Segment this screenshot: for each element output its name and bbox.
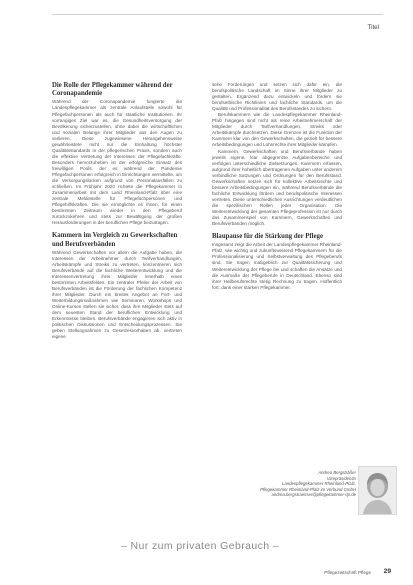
- left-paragraph-1: Während der Coronapandemie fungierte die Landespflegekammer als zentrale Anlaufstelle sowohl für Pflegefachpersonen als auch für staatliche Institutionen. Ihr vorrangiges Ziel war es, die Gesundheitsversorgung der Bevölkerung sicherzustellen, ohne dabei die wirtschaftlichen und sozialen Belange ihrer Mitglieder aus den Augen zu verlieren. Diese zugewiesene Herangehensweise gewährleistete nicht nur die Einhaltung höchster Qualitätsstandards in der pflegerischen Praxis, sondern auch die effektive Vertretung der Interessen der Pflegefachkräfte. Besonders hervorzuheben ist der erfolgreiche Einsatz des freiwilligen Pools, der es während der Pandemie Pflegefachpersonen erfolgreich in Einrichtungen vermittelte, um die Versorgungslücken aufgrund von Personalausfällen zu schließen. Im Frühjahr 2020 richtete die Pflegekammer in Zusammenarbeit mit dem Land Rheinland-Pfalz über eine zentrale Meldestelle für Pflegefachpersonen und Pflegehilfskräften. Die sie ermöglichte es ihnen, für einen bestimmten Zeitraum wieder in den Pflegeberuf zurückzukehren und stets zur Bewältigung der großen Herausforderungen in der beruflichen Pflege beizutragen.: [52, 99, 182, 226]
- right-column: [212, 82, 342, 291]
- right-heading: Blaupause für die Stärkung der Pflege: [212, 233, 323, 241]
- left-heading: Die Rolle der Pflegekammer während der Coronapandemie: [52, 82, 173, 98]
- left-paragraph-2: Während Gewerkschaften vor allem die Aufgabe haben, die Interessen der Arbeitnehmer durch Tarifverhandlungen, Arbeitskämpfe und Streiks zu vertreten, konzentrieren sich Berufsverbände auf die fachliche Weiterentwicklung und die Interessenvertretung ihrer Mitglieder innerhalb eines bestimmten Arbeitsfeldes. Ein zentraler Pfeiler der Arbeit von Berufsverbänden ist die Förderung der fachlichen Kompetenz ihrer Mitglieder. Durch ein breites Angebot an Fort- und Weiterbildungsmaßnahmen wie Seminaren, Workshops und Online-Kursen stellen sie sicher, dass ihre Mitglieder stets auf dem neuesten Stand der beruflichen Entwicklung und Erkenntnisse bleiben. Berufsverbände engagieren sich aktiv in politischen Diskussionen und Entscheidungsprozessen. Sie geben Stellungnahmen zu Gesetzesvorhaben ab, vertreten eigene: [52, 249, 182, 340]
- author-photo: [358, 466, 397, 515]
- right-paragraph-4: Insgesamt zeigt die Arbeit der Landespflegekammer Rheinland-Pfalz, wie wichtig und zukunftsweisend Pflegekammern für die Professionalisierung und Selbstverwaltung des Pflegeberufs sind. Sie tragen maßgeblich zur Qualitätssicherung und Weiterentwicklung der Pflege bei und schaffen die Ansätze und die Ausmaße der Pflegeberufe in Deutschland. Ebenso sind ihrer Heilberufsrechte stetig Rechnung zu tragen. Hoffentlich fort: dank einer starken Pflegekammer.: [212, 242, 342, 290]
- right-paragraph-2: Berufskammern wie die Landespflegekammer Rheinland-Pfalz hingegen sind nicht als reine Arbeitnehmerschaft der Mitglieder durch Tarifverhandlungen, Streiks oder Arbeitskämpfe durchsetzen. Diese Grenzen ist die Funktion der Kammern klar von den Gewerkschaften, die gezielt für bessere Arbeitsbedingungen und Lohnrechte ihrer Mitglieder kämpfen.: [212, 112, 342, 148]
- author-signature: [248, 470, 356, 498]
- right-paragraph-3: Kammern, Gewerkschaften und Berufsverbände haben jeweils eigene, klar abgegrenzte Aufgabenbereiche und verfolgen unterschiedliche Zielsetzungen. Kammern erfassen, aufgrund ihrer hoheitlich übertragenen Aufgaben unter anderem verbindliche Satzungen und Ordnungen für den Berufsstand. Gewerkschaften setzen sich für kollektive Arbeitsrechte und bessere Arbeitsbedingungen ein, während Berufsverbände die fachliche Entwicklung fördern und berufspolitische Interessen vertreten. Diese unterschiedlichen Ausrichtungen verdeutlichen die spezifischen Rollen jeder Organisation: Die Weiterentwicklung der gesamten Pflegeprofession ist nur durch das Zusammenspiel von Kammern, Gewerkschaften und Berufsverbänden möglich.: [212, 148, 342, 227]
- section-label: Titel: [367, 24, 379, 31]
- watermark-text: – Nur zum privaten Gebrauch –: [120, 540, 280, 552]
- header-bar: [0, 0, 413, 22]
- author-address: Pflegekammer Rheinland-Pfalz im Verbund GmbH: [260, 486, 356, 492]
- page-number: 29: [383, 568, 391, 575]
- left-heading-2: Kammern im Vergleich zu Gewerkschaften und Berufsverbänden: [52, 232, 178, 248]
- author-name: Andrea Bergsträßer: [318, 470, 356, 475]
- author-org: Landespflegekammer Rheinland-Pfalz,: [281, 481, 356, 487]
- portrait-image: [359, 467, 396, 514]
- footer-publication: Pflegezeitschrift Pflege: [324, 570, 371, 575]
- left-column: [52, 82, 182, 341]
- header-rule: [52, 14, 383, 15]
- author-role: Vizepräsidentin: [326, 475, 356, 481]
- right-paragraph-1: sehe Forderungen und setzen sich dafür ein, die berufspolitische Landschaft im Sinne ihrer Mitglieder zu gestalten. Ergänzend dazu entwickeln und fördern sie berufsethische Richtlinien und fachliche Standards, um die Qualität und Professionalität des Berufsstandes zu sichern.: [212, 82, 342, 112]
- author-email: andrea.bergstraesser@pflegekammer-rlp.de: [271, 492, 356, 498]
